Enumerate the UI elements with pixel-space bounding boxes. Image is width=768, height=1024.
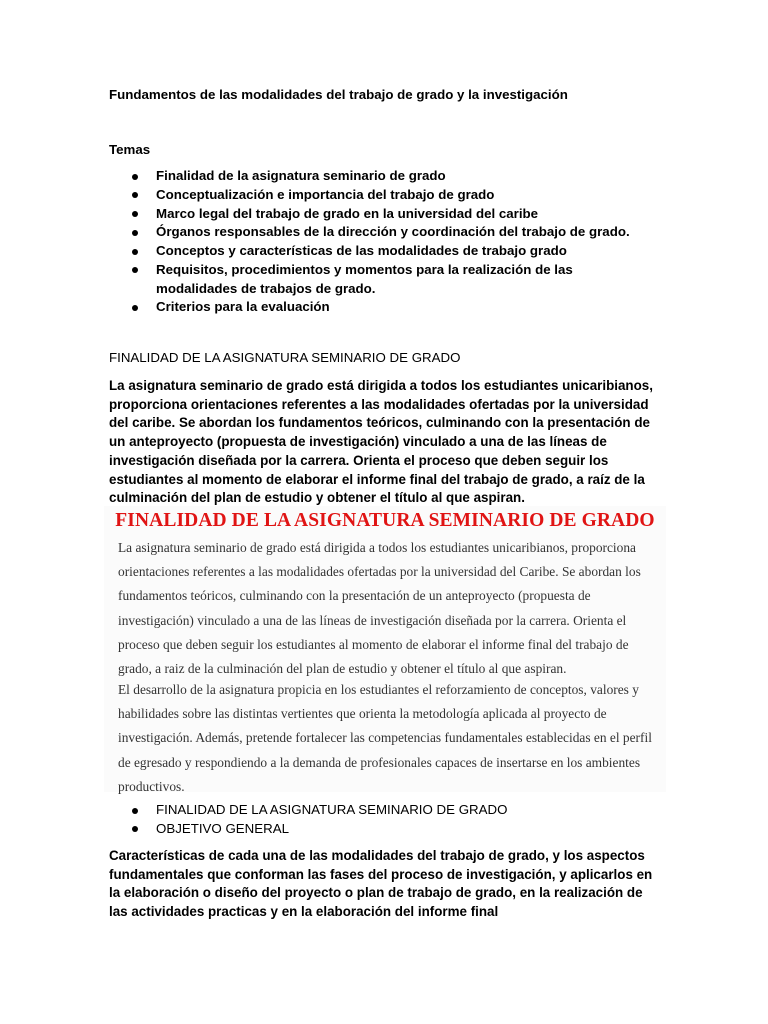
list-item	[0, 205, 768, 224]
sub-item-text: FINALIDAD DE LA ASIGNATURA SEMINARIO DE GRADO	[156, 802, 508, 817]
bullet-icon	[132, 249, 138, 255]
list-item	[0, 801, 768, 820]
list-item	[0, 242, 768, 261]
topics-list	[0, 167, 768, 317]
list-item	[0, 298, 768, 317]
bullet-icon	[132, 192, 138, 198]
list-item	[0, 223, 768, 242]
topic-text: Conceptos y características de las modalidades de trabajo grado	[156, 243, 567, 259]
document-title: Fundamentos de las modalidades del trabajo de grado y la investigación	[109, 87, 568, 102]
list-item	[0, 167, 768, 186]
bullet-icon	[132, 305, 138, 311]
list-item	[0, 186, 768, 205]
bullet-icon	[132, 174, 138, 180]
bullet-icon	[132, 826, 138, 832]
topic-text: Criterios para la evaluación	[156, 299, 330, 315]
bullet-icon	[132, 808, 138, 814]
list-item	[0, 820, 768, 839]
topic-text: Marco legal del trabajo de grado en la universidad del caribe	[156, 205, 539, 221]
section-heading: FINALIDAD DE LA ASIGNATURA SEMINARIO DE GRADO	[109, 350, 461, 365]
scanned-paragraph-1: La asignatura seminario de grado está dirigida a todos los estudiantes unicaribianos, proporciona orientaciones referentes a las modalidades ofertadas por la universidad del Caribe. Se abordan los fundamentos teóricos, culminando con la presentación de un anteproyecto (propuesta de investigación) vinculado a una de las líneas de investigación diseñada por la carrera. Orienta el proceso que deben seguir los estudiantes al momento de elaborar el informe final del trabajo de grado, a raiz de la culminación del plan de estudio y obtener el título al que aspiran.	[118, 540, 641, 677]
bullet-icon	[132, 211, 138, 217]
sub-items-list	[0, 801, 768, 838]
bullet-icon	[132, 230, 138, 236]
topic-text: Requisitos, procedimientos y momentos para la realización de las modalidades de trabajos de grado.	[156, 261, 573, 296]
topic-text: Finalidad de la asignatura seminario de grado	[156, 168, 446, 183]
list-item	[0, 261, 768, 298]
topic-text: Órganos responsables de la dirección y coordinación del trabajo de grado.	[156, 224, 630, 240]
closing-paragraph: Características de cada una de las modalidades del trabajo de grado, y los aspectos fundamentales que conforman las fases del proceso de investigación, y aplicarlos en la elaboración o diseño del proyecto o plan de trabajo de grado, en la realización de las actividades practicas y en la elaboración del informe final	[109, 848, 653, 920]
scanned-image	[104, 506, 666, 792]
bullet-icon	[132, 267, 138, 273]
sub-item-text: OBJETIVO GENERAL	[156, 820, 290, 836]
topic-text: Conceptualización e importancia del trabajo de grado	[156, 186, 495, 202]
scanned-paragraph-2: El desarrollo de la asignatura propicia en los estudiantes el reforzamiento de conceptos, valores y habilidades sobre las distintas vertientes que orienta la metodología aplicada al proyecto de investigación. Además, pretende fortalecer las competencias fundamentales establecidas en el perfil de egresado y respondiendo a la demanda de profesionales capaces de insertarse en los ambientes productivos.	[118, 682, 652, 794]
intro-paragraph: La asignatura seminario de grado está dirigida a todos los estudiantes unicaribianos, proporciona orientaciones referentes a las modalidades ofertadas por la universidad del caribe. Se abordan los fundamentos teóricos, culminando con la presentación de un anteproyecto (propuesta de investigación) vinculado a una de las líneas de investigación diseñada por la carrera. Orienta el proceso que deben seguir los estudiantes al momento de elaborar el informe final del trabajo de grado, a raíz de la culminación del plan de estudio y obtener el título al que aspiran.	[109, 378, 653, 506]
scanned-image-title: FINALIDAD DE LA ASIGNATURA SEMINARIO DE GRADO	[115, 510, 655, 531]
topics-heading: Temas	[109, 142, 151, 157]
